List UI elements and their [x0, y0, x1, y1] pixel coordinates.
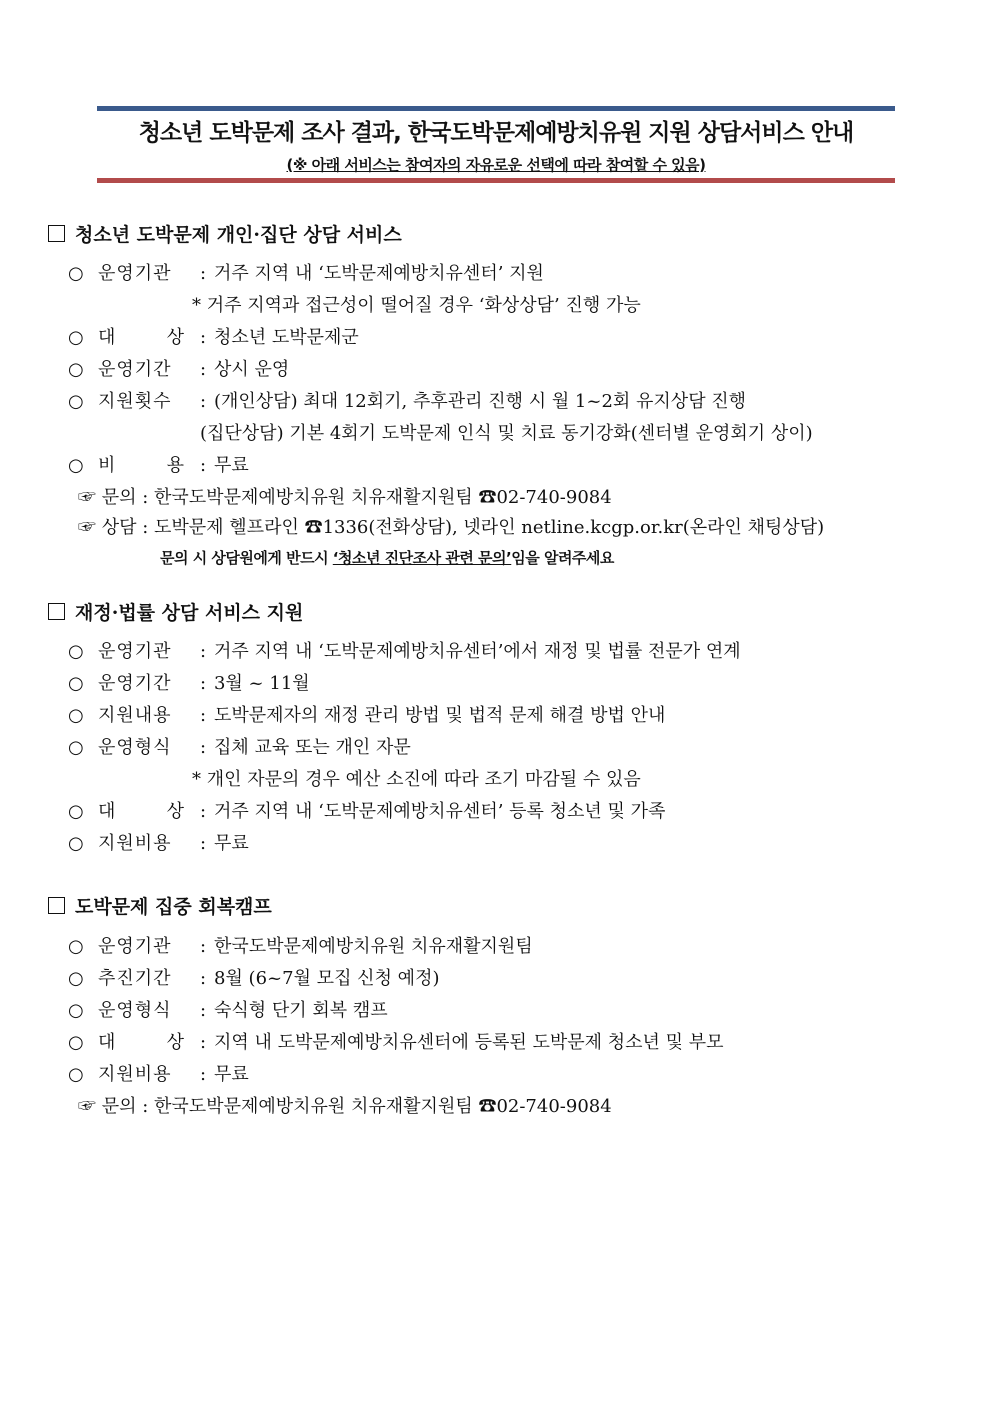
list-item: ○ 운영기간 : 3월 ~ 11월: [68, 673, 310, 694]
notice-line: 문의 시 상담원에게 반드시 ‘청소년 진단조사 관련 문의’임을 알려주세요: [160, 549, 614, 567]
list-item: ○ 추진기간 : 8월 (6~7월 모집 신청 예정): [68, 968, 440, 989]
checkbox-square-icon: [48, 897, 65, 914]
circle-bullet-icon: ○: [68, 641, 84, 662]
circle-bullet-icon: ○: [68, 936, 84, 957]
contact-line: ☞ 문의 : 한국도박문제예방치유원 치유재활지원팀 ☎02-740-9084: [78, 1096, 612, 1117]
list-item: ○ 운영기관 : 한국도박문제예방치유원 치유재활지원팀: [68, 936, 533, 957]
pointing-hand-icon: ☞: [78, 517, 96, 538]
list-item: ○ 지원비용 : 무료: [68, 1064, 249, 1085]
list-item: ○ 운영형식 : 집체 교육 또는 개인 자문: [68, 737, 411, 758]
contact-line: ☞ 문의 : 한국도박문제예방치유원 치유재활지원팀 ☎02-740-9084: [78, 487, 612, 508]
header-top-rule: [97, 106, 895, 111]
pointing-hand-icon: ☞: [78, 1096, 96, 1117]
list-item: ○ 지원비용 : 무료: [68, 833, 249, 854]
circle-bullet-icon: ○: [68, 359, 84, 380]
list-item: ○ 지원내용 : 도박문제자의 재정 관리 방법 및 법적 문제 해결 방법 안내: [68, 705, 666, 726]
circle-bullet-icon: ○: [68, 833, 84, 854]
note-text: (집단상담) 기본 4회기 도박문제 인식 및 치료 동기강화(센터별 운영회기 상이): [200, 423, 813, 444]
circle-bullet-icon: ○: [68, 1000, 84, 1021]
circle-bullet-icon: ○: [68, 391, 84, 412]
section-heading-legal: 재정·법률 상담 서비스 지원: [48, 601, 303, 625]
list-item: ○ 운영기간 : 상시 운영: [68, 359, 290, 380]
page-subtitle: (※ 아래 서비스는 참여자의 자유로운 선택에 따라 참여할 수 있음): [286, 156, 706, 174]
section-heading-camp: 도박문제 집중 회복캠프: [48, 895, 272, 919]
note-text: * 거주 지역과 접근성이 떨어질 경우 ‘화상상담’ 진행 가능: [192, 295, 641, 316]
pointing-hand-icon: ☞: [78, 487, 96, 508]
list-item: ○ 운영기관 : 거주 지역 내 ‘도박문제예방치유센터’ 지원: [68, 263, 544, 284]
section-heading-counseling: 청소년 도박문제 개인·집단 상담 서비스: [48, 223, 402, 247]
circle-bullet-icon: ○: [68, 1064, 84, 1085]
header-bottom-rule: [97, 178, 895, 183]
list-item: ○ 비 용 : 무료: [68, 455, 249, 476]
list-item: ○ 대 상 : 지역 내 도박문제예방치유센터에 등록된 도박문제 청소년 및 부모: [68, 1032, 724, 1053]
circle-bullet-icon: ○: [68, 968, 84, 989]
page-title: 청소년 도박문제 조사 결과, 한국도박문제예방치유원 지원 상담서비스 안내: [138, 120, 854, 146]
circle-bullet-icon: ○: [68, 705, 84, 726]
circle-bullet-icon: ○: [68, 263, 84, 284]
list-item: ○ 지원횟수 : (개인상담) 최대 12회기, 추후관리 진행 시 월 1~2회 유지상담 진행: [68, 391, 747, 412]
circle-bullet-icon: ○: [68, 1032, 84, 1053]
checkbox-square-icon: [48, 225, 65, 242]
list-item: ○ 대 상 : 거주 지역 내 ‘도박문제예방치유센터’ 등록 청소년 및 가족: [68, 801, 666, 822]
circle-bullet-icon: ○: [68, 801, 84, 822]
list-item: ○ 대 상 : 청소년 도박문제군: [68, 327, 359, 348]
list-item: ○ 운영형식 : 숙식형 단기 회복 캠프: [68, 1000, 388, 1021]
counsel-line: ☞ 상담 : 도박문제 헬프라인 ☎1336(전화상담), 넷라인 netline.kcgp.or.kr(온라인 채팅상담): [78, 517, 825, 538]
circle-bullet-icon: ○: [68, 673, 84, 694]
list-item: ○ 운영기관 : 거주 지역 내 ‘도박문제예방치유센터’에서 재정 및 법률 전문가 연계: [68, 641, 741, 662]
circle-bullet-icon: ○: [68, 327, 84, 348]
circle-bullet-icon: ○: [68, 455, 84, 476]
checkbox-square-icon: [48, 603, 65, 620]
note-text: * 개인 자문의 경우 예산 소진에 따라 조기 마감될 수 있음: [192, 769, 641, 790]
circle-bullet-icon: ○: [68, 737, 84, 758]
